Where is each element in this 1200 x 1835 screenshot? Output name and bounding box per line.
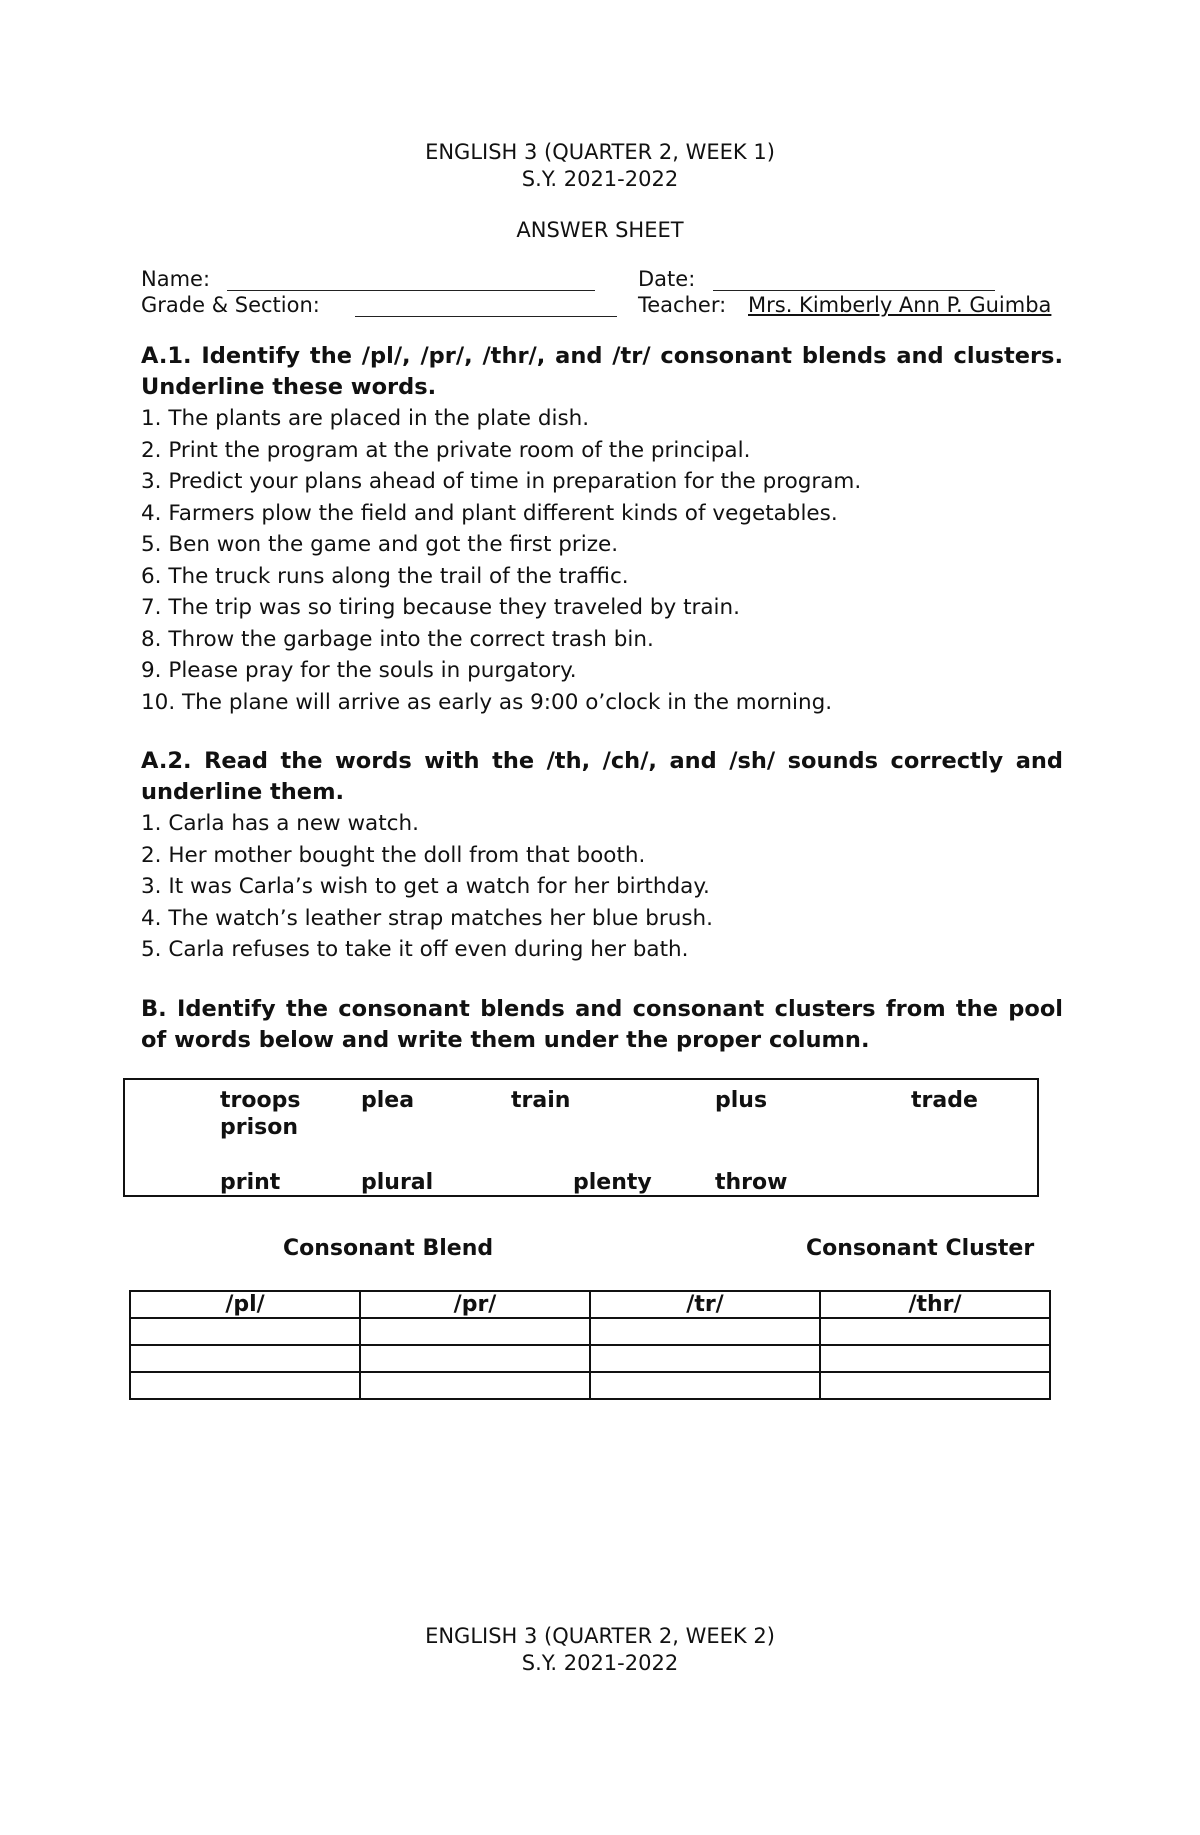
answer-cell[interactable] (360, 1345, 590, 1372)
a2-item: 5. Carla refuses to take it off even during her bath. (141, 937, 689, 962)
answer-cell[interactable] (820, 1345, 1050, 1372)
answer-cell[interactable] (130, 1318, 360, 1345)
answer-cell[interactable] (590, 1345, 820, 1372)
footer-school-year: S.Y. 2021-2022 (521, 1651, 679, 1675)
a1-item: 1. The plants are placed in the plate dish. (141, 406, 590, 431)
a1-item: 9. Please pray for the souls in purgatory. (141, 658, 577, 683)
pool-word: trade (911, 1088, 978, 1113)
table-header-pr: /pr/ (360, 1291, 590, 1318)
school-year: S.Y. 2021-2022 (521, 167, 679, 191)
table-row (130, 1372, 1050, 1399)
section-a2-heading: A.2. Read the words with the /th, /ch/, and /sh/ sounds correctly and underline them. (141, 748, 1063, 805)
name-label: Name: (141, 267, 211, 291)
pool-word: print (220, 1170, 281, 1195)
pool-word: plea (361, 1088, 415, 1113)
answer-cell[interactable] (590, 1372, 820, 1399)
section-a2 (141, 746, 1063, 966)
section-a1 (141, 341, 1063, 718)
sheet-title: ENGLISH 3 (QUARTER 2, WEEK 1) (425, 140, 775, 164)
pool-word: troops (220, 1088, 301, 1113)
date-blank[interactable] (713, 290, 995, 291)
a1-item: 2. Print the program at the private room of the principal. (141, 437, 751, 463)
pool-word: plural (361, 1170, 434, 1195)
a2-item: 2. Her mother bought the doll from that booth. (141, 842, 646, 868)
a1-item: 7. The trip was so tiring because they traveled by train. (141, 595, 740, 620)
table-header-row (130, 1291, 1050, 1318)
answer-cell[interactable] (820, 1318, 1050, 1345)
a1-item: 8. Throw the garbage into the correct trash bin. (141, 626, 654, 652)
answer-cell[interactable] (820, 1372, 1050, 1399)
answer-cell[interactable] (360, 1318, 590, 1345)
a1-item: 10. The plane will arrive as early as 9:00 o’clock in the morning. (141, 689, 833, 715)
date-label: Date: (638, 267, 696, 291)
a2-item: 1. Carla has a new watch. (141, 811, 419, 836)
consonant-cluster-label: Consonant Cluster (806, 1236, 1035, 1261)
a1-item: 6. The truck runs along the trail of the traffic. (141, 563, 629, 589)
teacher-name: Mrs. Kimberly Ann P. Guimba (748, 293, 1052, 317)
table-header-thr: /thr/ (820, 1291, 1050, 1318)
table-row (130, 1318, 1050, 1345)
table-header-pl: /pl/ (130, 1291, 360, 1318)
a1-item: 4. Farmers plow the field and plant different kinds of vegetables. (141, 500, 838, 526)
pool-word: plenty (573, 1170, 652, 1195)
answer-cell[interactable] (360, 1372, 590, 1399)
answer-sheet-label: ANSWER SHEET (516, 218, 684, 242)
consonant-blend-label: Consonant Blend (283, 1236, 494, 1261)
section-b (141, 994, 1063, 1056)
table-row (130, 1345, 1050, 1372)
pool-word: prison (220, 1115, 299, 1140)
answer-cell[interactable] (590, 1318, 820, 1345)
a1-item: 3. Predict your plans ahead of time in preparation for the program. (141, 469, 862, 494)
grade-section-blank[interactable] (355, 316, 617, 317)
section-b-heading: B. Identify the consonant blends and consonant clusters from the pool of words below and write them under the proper column. (141, 996, 1063, 1053)
grade-section-label: Grade & Section: (141, 293, 320, 317)
answer-table (129, 1290, 1051, 1400)
a2-item: 4. The watch’s leather strap matches her blue brush. (141, 905, 714, 931)
section-a2-items (141, 808, 1063, 966)
pool-word: throw (715, 1170, 788, 1195)
table-header-tr: /tr/ (590, 1291, 820, 1318)
pool-word: train (511, 1088, 571, 1113)
name-blank[interactable] (227, 290, 595, 291)
pool-word: plus (715, 1088, 768, 1113)
answer-cell[interactable] (130, 1345, 360, 1372)
a2-item: 3. It was Carla’s wish to get a watch for her birthday. (141, 874, 710, 899)
section-a1-items (141, 403, 1063, 718)
word-pool-box (123, 1078, 1039, 1197)
footer-title: ENGLISH 3 (QUARTER 2, WEEK 2) (425, 1624, 775, 1648)
section-a1-heading: A.1. Identify the /pl/, /pr/, /thr/, and /tr/ consonant blends and clusters. Underline these words. (141, 343, 1063, 400)
teacher-label: Teacher: (638, 293, 727, 317)
a1-item: 5. Ben won the game and got the first prize. (141, 532, 619, 557)
answer-cell[interactable] (130, 1372, 360, 1399)
